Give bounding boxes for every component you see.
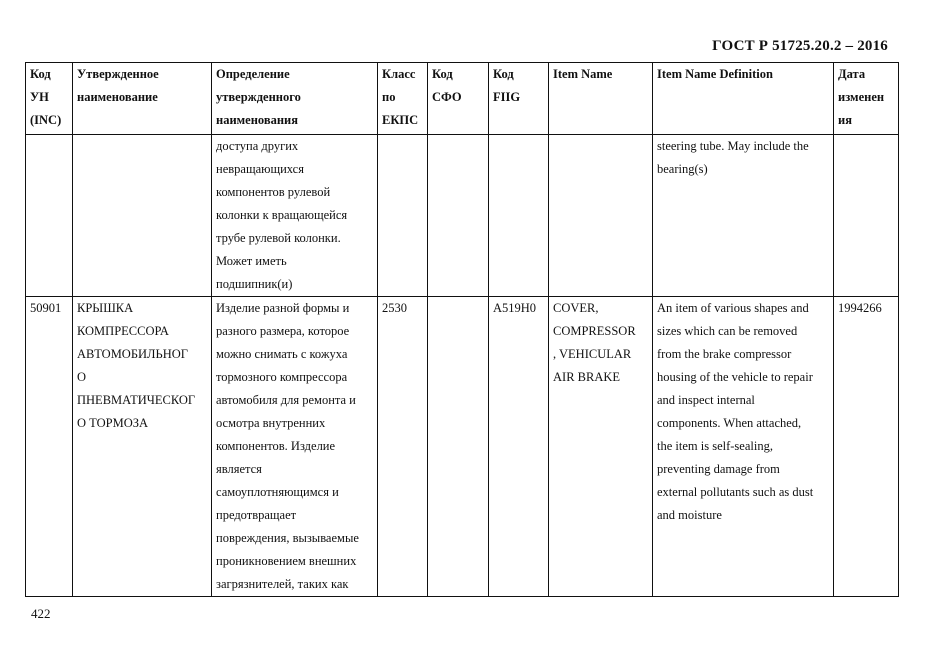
cell-text-line: A519H0 [493, 301, 537, 315]
cell-text-line: Определение [216, 67, 290, 81]
header-change-date [834, 63, 899, 135]
cell-text-line: Дата [838, 67, 866, 81]
cell-text-line: доступа других [216, 139, 299, 153]
cell-item-definition [653, 135, 834, 297]
cell-text-line: Item Name [553, 67, 613, 81]
cell-text-line: Код [30, 67, 51, 81]
cell-definition-ru [212, 135, 378, 297]
cell-fiig [489, 297, 549, 597]
cell-text-line: preventing damage from [657, 462, 780, 476]
cell-text-line: Item Name Definition [657, 67, 773, 81]
header-fiig-code [489, 63, 549, 135]
cell-text-line: УН [30, 90, 49, 104]
cell-text-line: автомобиля для ремонта и [216, 393, 356, 407]
cell-text-line: КОМПРЕССОРА [77, 324, 169, 338]
cell-name-ru [73, 297, 212, 597]
cell-fiig [489, 135, 549, 297]
cell-text-line: по [382, 90, 396, 104]
cell-text-line: bearing(s) [657, 162, 708, 176]
document-header-title: ГОСТ Р 51725.20.2 – 2016 [712, 38, 888, 54]
header-sfo-code [428, 63, 489, 135]
cell-text-line: изменен [838, 90, 885, 104]
cell-text-line: предотвращает [216, 508, 297, 522]
cell-text-line: ЕКПС [382, 113, 419, 127]
cell-text-line: Класс [382, 67, 416, 81]
cell-text-line: and inspect internal [657, 393, 755, 407]
table-row [26, 297, 899, 597]
header-item-name-definition [653, 63, 834, 135]
cell-item-definition [653, 297, 834, 597]
cell-text-line: steering tube. May include the [657, 139, 809, 153]
cell-date [834, 135, 899, 297]
header-approved-name-definition [212, 63, 378, 135]
cell-text-line: AIR BRAKE [553, 370, 621, 384]
cell-text-line: Код [493, 67, 514, 81]
cell-text-line: (INC) [30, 113, 62, 127]
cell-text-line: , VEHICULAR [553, 347, 632, 361]
cell-text-line: 50901 [30, 301, 62, 315]
cell-text-line: and moisture [657, 508, 722, 522]
cell-text-line: наименование [77, 90, 158, 104]
cell-text-line: the item is self-sealing, [657, 439, 773, 453]
header-ekps-class [378, 63, 428, 135]
cell-text-line: housing of the vehicle to repair [657, 370, 813, 384]
cell-text-line: осмотра внутренних [216, 416, 326, 430]
page-number: 422 [31, 606, 51, 621]
cell-sfo [428, 135, 489, 297]
cell-text-line: проникновением внешних [216, 554, 357, 568]
cell-text-line: самоуплотняющимся и [216, 485, 339, 499]
cell-date [834, 297, 899, 597]
cell-ekps [378, 135, 428, 297]
cell-text-line: О [77, 370, 87, 384]
cell-name-ru [73, 135, 212, 297]
cell-text-line: утвержденного [216, 90, 301, 104]
cell-text-line: можно снимать с кожуха [216, 347, 348, 361]
cell-text-line: Может иметь [216, 254, 287, 268]
header-approved-name [73, 63, 212, 135]
header-item-name [549, 63, 653, 135]
cell-text-line: АВТОМОБИЛЬНОГ [77, 347, 188, 361]
table-row [26, 135, 899, 297]
cell-inc [26, 297, 73, 597]
cell-text-line: FIIG [493, 90, 521, 104]
table-header-row [26, 63, 899, 135]
cell-text-line: 1994266 [838, 301, 882, 315]
cell-text-line: О ТОРМОЗА [77, 416, 149, 430]
cell-text-line: невращающихся [216, 162, 304, 176]
cell-text-line: Утвержденное [77, 67, 159, 81]
cell-text-line: ПНЕВМАТИЧЕСКОГ [77, 393, 196, 407]
cell-text-line: компонентов рулевой [216, 185, 331, 199]
cell-definition-ru [212, 297, 378, 597]
cell-item-name [549, 297, 653, 597]
cell-text-line: загрязнителей, таких как [216, 577, 349, 591]
cell-text-line: повреждения, вызываемые [216, 531, 359, 545]
cell-text-line: компонентов. Изделие [216, 439, 336, 453]
cell-inc [26, 135, 73, 297]
cell-text-line: from the brake compressor [657, 347, 792, 361]
cell-sfo [428, 297, 489, 597]
cell-text-line: COMPRESSOR [553, 324, 636, 338]
cell-text-line: 2530 [382, 301, 407, 315]
header-inc-code [26, 63, 73, 135]
cell-item-name [549, 135, 653, 297]
cell-text-line: Изделие разной формы и [216, 301, 350, 315]
cell-text-line: ия [838, 113, 852, 127]
cell-text-line: СФО [432, 90, 462, 104]
cell-text-line: тормозного компрессора [216, 370, 348, 384]
cell-text-line: Код [432, 67, 453, 81]
cell-text-line: разного размера, которое [216, 324, 350, 338]
cell-text-line: трубе рулевой колонки. [216, 231, 341, 245]
cell-text-line: COVER, [553, 301, 599, 315]
cell-text-line: An item of various shapes and [657, 301, 809, 315]
cell-text-line: КРЫШКА [77, 301, 134, 315]
nomenclature-table [25, 62, 899, 597]
cell-ekps [378, 297, 428, 597]
cell-text-line: наименования [216, 113, 299, 127]
cell-text-line: является [216, 462, 262, 476]
cell-text-line: sizes which can be removed [657, 324, 798, 338]
cell-text-line: external pollutants such as dust [657, 485, 814, 499]
cell-text-line: components. When attached, [657, 416, 802, 430]
cell-text-line: подшипник(и) [216, 277, 293, 291]
cell-text-line: колонки к вращающейся [216, 208, 348, 222]
